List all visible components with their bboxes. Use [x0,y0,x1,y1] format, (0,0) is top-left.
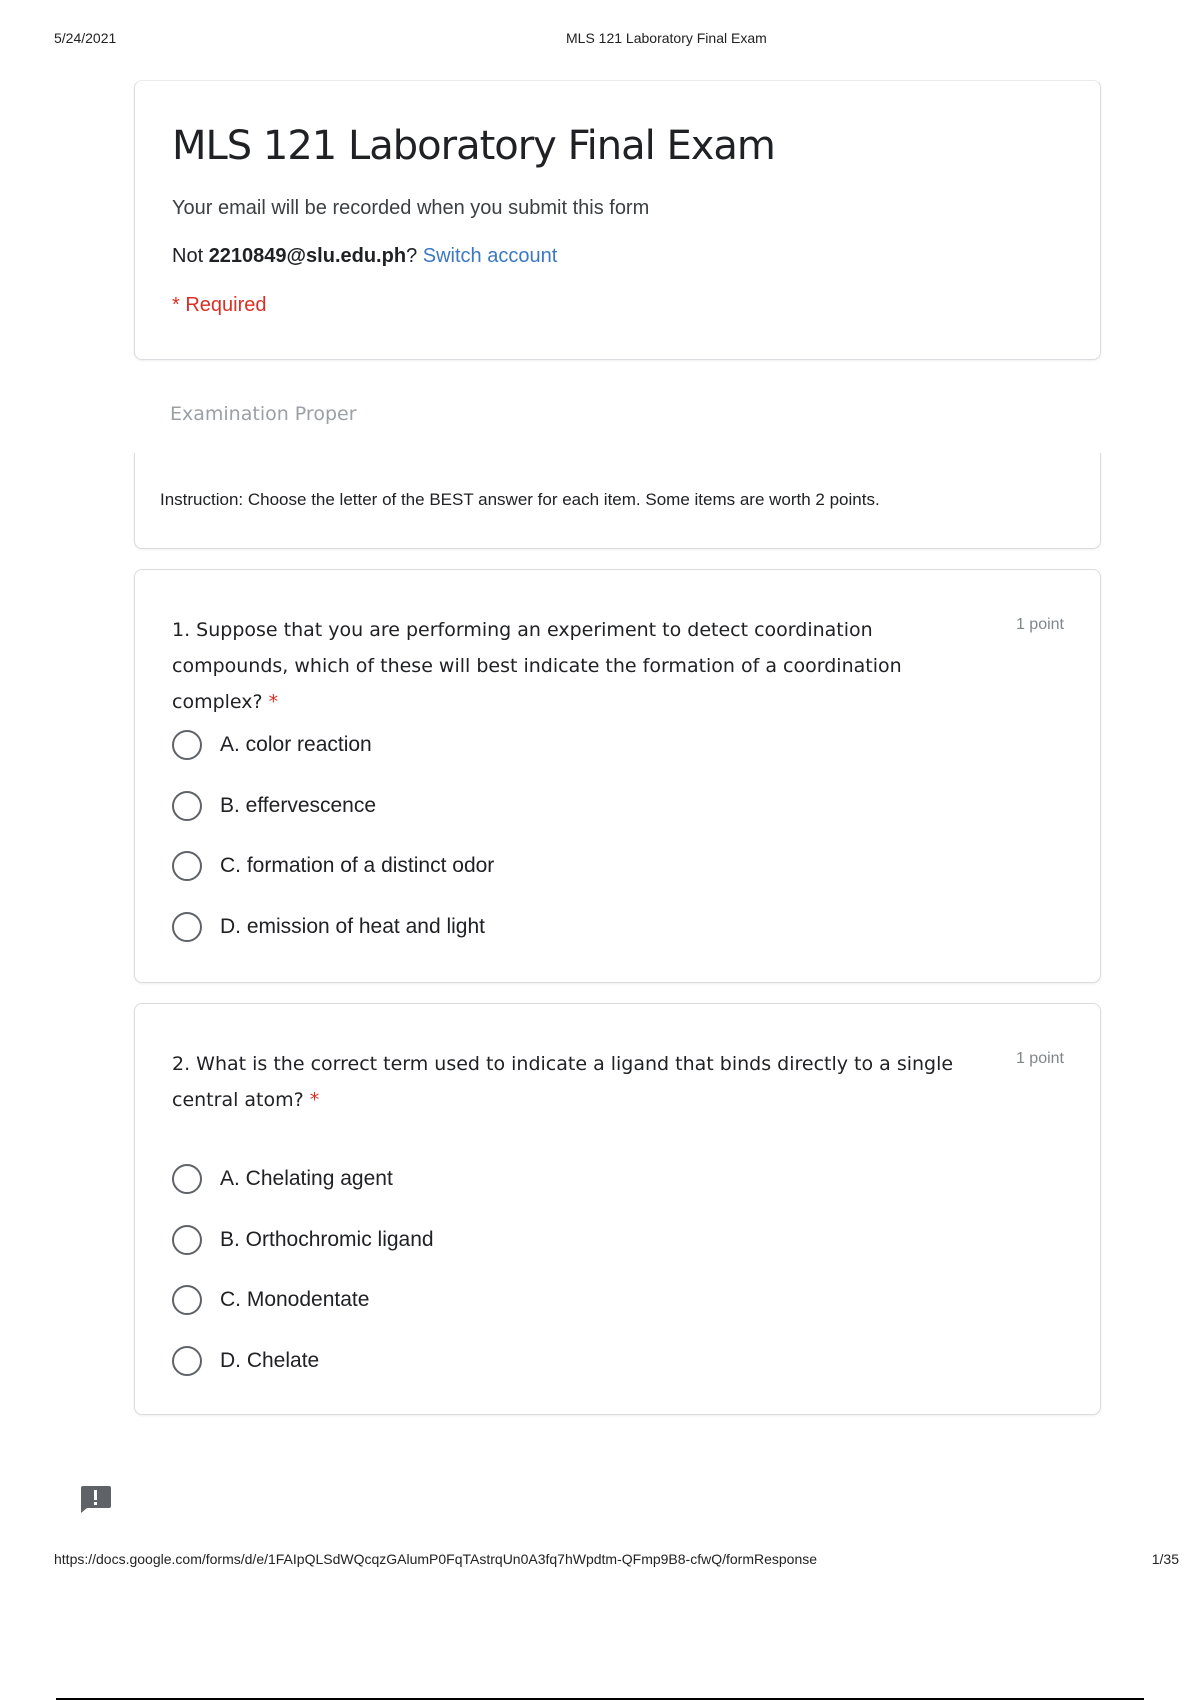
form-title: MLS 121 Laboratory Final Exam [172,123,775,169]
print-title: MLS 121 Laboratory Final Exam [566,30,767,46]
option-list [172,1149,434,1391]
account-prefix: Not [172,245,209,267]
option-label: A. Chelating agent [220,1167,393,1191]
radio-button[interactable] [172,791,202,821]
option-label: C. formation of a distinct odor [220,854,495,878]
print-header [54,30,1179,50]
radio-option[interactable] [172,776,494,837]
radio-button[interactable] [172,1285,202,1315]
question-points: 1 point [1015,1050,1064,1067]
radio-option[interactable] [172,1270,434,1331]
email-notice: Your email will be recorded when you submit this form [172,197,650,219]
radio-button[interactable] [172,730,202,760]
question-text [172,1046,982,1118]
option-list [172,715,494,957]
question-label: 1. Suppose that you are performing an experiment to detect coordination compounds, which of these will best indicate the formation of a coordination complex? [172,619,902,713]
radio-button[interactable] [172,851,202,881]
radio-button[interactable] [172,912,202,942]
question-card [134,1003,1101,1415]
option-label: D. emission of heat and light [220,914,485,938]
option-label: D. Chelate [220,1348,320,1372]
radio-option[interactable] [172,1149,434,1210]
print-url: https://docs.google.com/forms/d/e/1FAIpQLSdWQcqzGAlumP0FqTAstrqUn0A3fq7hWpdtm-QFmp9B8-cfwQ/formResponse [54,1551,818,1567]
required-star: * [309,1089,320,1111]
form-header-card [134,80,1101,360]
print-footer [54,1551,1179,1571]
radio-option[interactable] [172,897,494,958]
question-card [134,569,1101,983]
required-star: * [268,691,279,713]
switch-account-link[interactable]: Switch account [422,245,558,267]
account-email: 2210849@slu.edu.ph [208,245,407,267]
feedback-icon[interactable] [78,1484,112,1514]
question-points: 1 point [1015,616,1064,633]
feedback-icon-glyph [78,1484,112,1514]
print-page-number: 1/35 [1151,1551,1179,1567]
radio-button[interactable] [172,1346,202,1376]
account-line [172,245,557,268]
instruction-text: Instruction: Choose the letter of the BEST answer for each item. Some items are worth 2 points. [160,490,880,509]
question-text [172,612,982,720]
account-suffix: ? [406,245,423,267]
radio-option[interactable] [172,1331,434,1392]
option-label: A. color reaction [220,733,372,757]
required-note: * Required [172,294,267,316]
instruction-card [134,453,1101,549]
option-label: B. Orthochromic ligand [220,1227,434,1251]
radio-button[interactable] [172,1225,202,1255]
radio-option[interactable] [172,836,494,897]
question-label: 2. What is the correct term used to indicate a ligand that binds directly to a single central atom? [172,1053,954,1111]
radio-option[interactable] [172,715,494,776]
option-label: B. effervescence [220,793,377,817]
section-title: Examination Proper [170,403,357,425]
print-date: 5/24/2021 [54,30,117,46]
radio-button[interactable] [172,1164,202,1194]
option-label: C. Monodentate [220,1288,370,1312]
radio-option[interactable] [172,1210,434,1271]
